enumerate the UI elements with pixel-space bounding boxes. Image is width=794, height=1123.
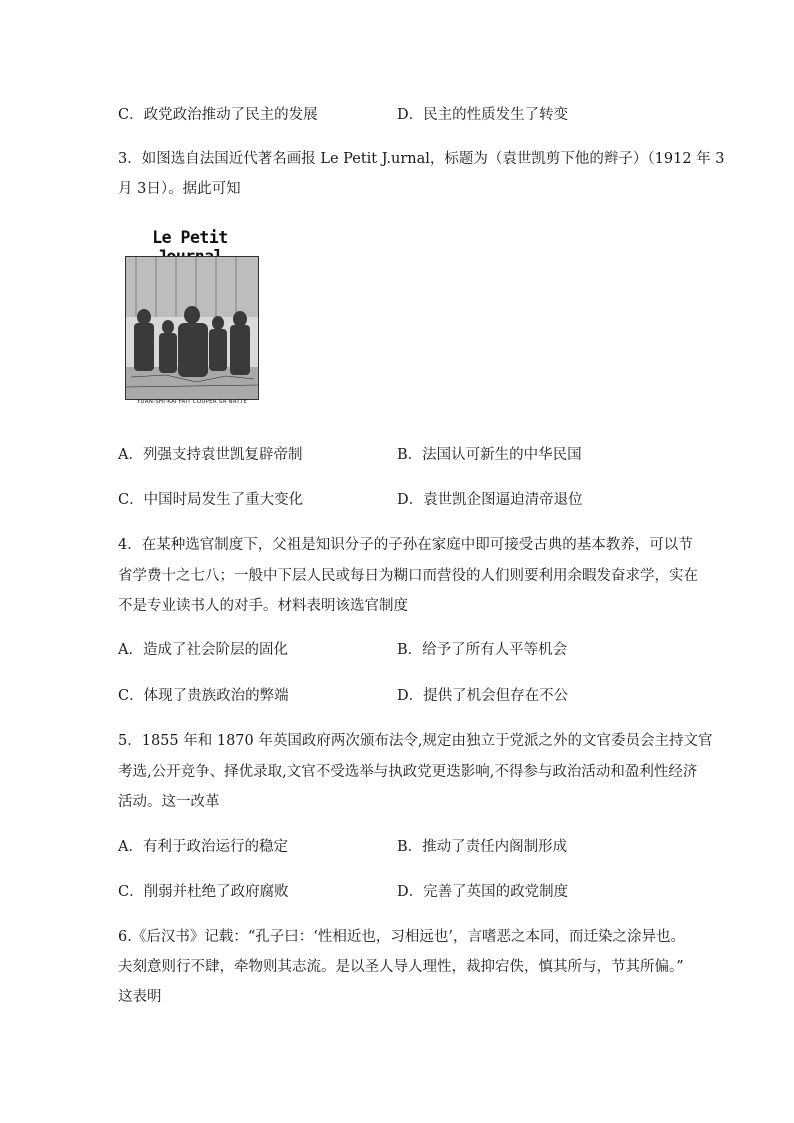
- q6-stem-line3: 这表明: [118, 989, 162, 1005]
- q3-stem-line2: 月 3日）。据此可知: [118, 181, 241, 197]
- newspaper-masthead: Le Petit: [152, 228, 228, 247]
- q4-option-a: A．造成了社会阶层的固化: [118, 642, 288, 658]
- q3-option-b: B．法国认可新生的中华民国: [397, 447, 582, 463]
- q5-stem-line1: 5．1855 年和 1870 年英国政府两次颁布法令,规定由独立于党派之外的文官委员会主持文官: [118, 733, 713, 749]
- newspaper-illustration: [121, 228, 271, 410]
- engraving-scene: [126, 257, 258, 399]
- q2-option-d: D．民主的性质发生了转变: [397, 107, 569, 123]
- q4-stem-line1: 4．在某种选官制度下，父祖是知识分子的子孙在家庭中即可接受古典的基本教养，可以节: [118, 537, 693, 553]
- q4-stem-line3: 不是专业读书人的对手。材料表明该选官制度: [118, 598, 408, 614]
- q6-stem-line2: 夫刻意则行不肆，牵物则其志流。是以圣人导人理性，裁抑宕佚，慎其所与，节其所偏。”: [118, 959, 684, 975]
- q4-option-d: D．提供了机会但存在不公: [397, 688, 569, 704]
- q5-option-c: C．削弱并杜绝了政府腐败: [118, 884, 289, 900]
- engraving-caption: YUAN-SHI-KAI FAIT COUPER SA NATTE: [136, 399, 248, 405]
- q5-stem-line2: 考选,公开竞争、择优录取,文官不受选举与执政党更迭影响,不得参与政治活动和盈利性经济: [118, 764, 698, 780]
- q3-stem-line1: 3．如图选自法国近代著名画报 Le Petit J.urnal，标题为（袁世凯剪下他的辫子）（1912 年 3: [118, 151, 725, 167]
- q6-stem-line1: 6.《后汉书》记载：“孔子曰：‘性相近也，习相远也’，言嗜恶之本同，而迁染之涂异也。: [118, 929, 685, 945]
- q5-option-a: A．有利于政治运行的稳定: [118, 839, 288, 855]
- q3-option-c: C．中国时局发生了重大变化: [118, 492, 304, 508]
- q4-option-c: C．体现了贵族政治的弊端: [118, 688, 289, 704]
- q2-option-c: C．政党政治推动了民主的发展: [118, 107, 318, 123]
- q5-option-b: B．推动了责任内阁制形成: [397, 839, 568, 855]
- q4-option-b: B．给予了所有人平等机会: [397, 642, 568, 658]
- engraving-plate: [125, 256, 259, 400]
- q5-stem-line3: 活动。这一改革: [118, 794, 220, 810]
- q4-stem-line2: 省学费十之七八；一般中下层人民或每日为糊口而营役的人们则要利用余暇发奋求学，实在: [118, 568, 698, 584]
- q3-option-a: A．列强支持袁世凯复辟帝制: [118, 447, 303, 463]
- q5-option-d: D．完善了英国的政党制度: [397, 884, 569, 900]
- q3-option-d: D．袁世凯企图逼迫清帝退位: [397, 492, 583, 508]
